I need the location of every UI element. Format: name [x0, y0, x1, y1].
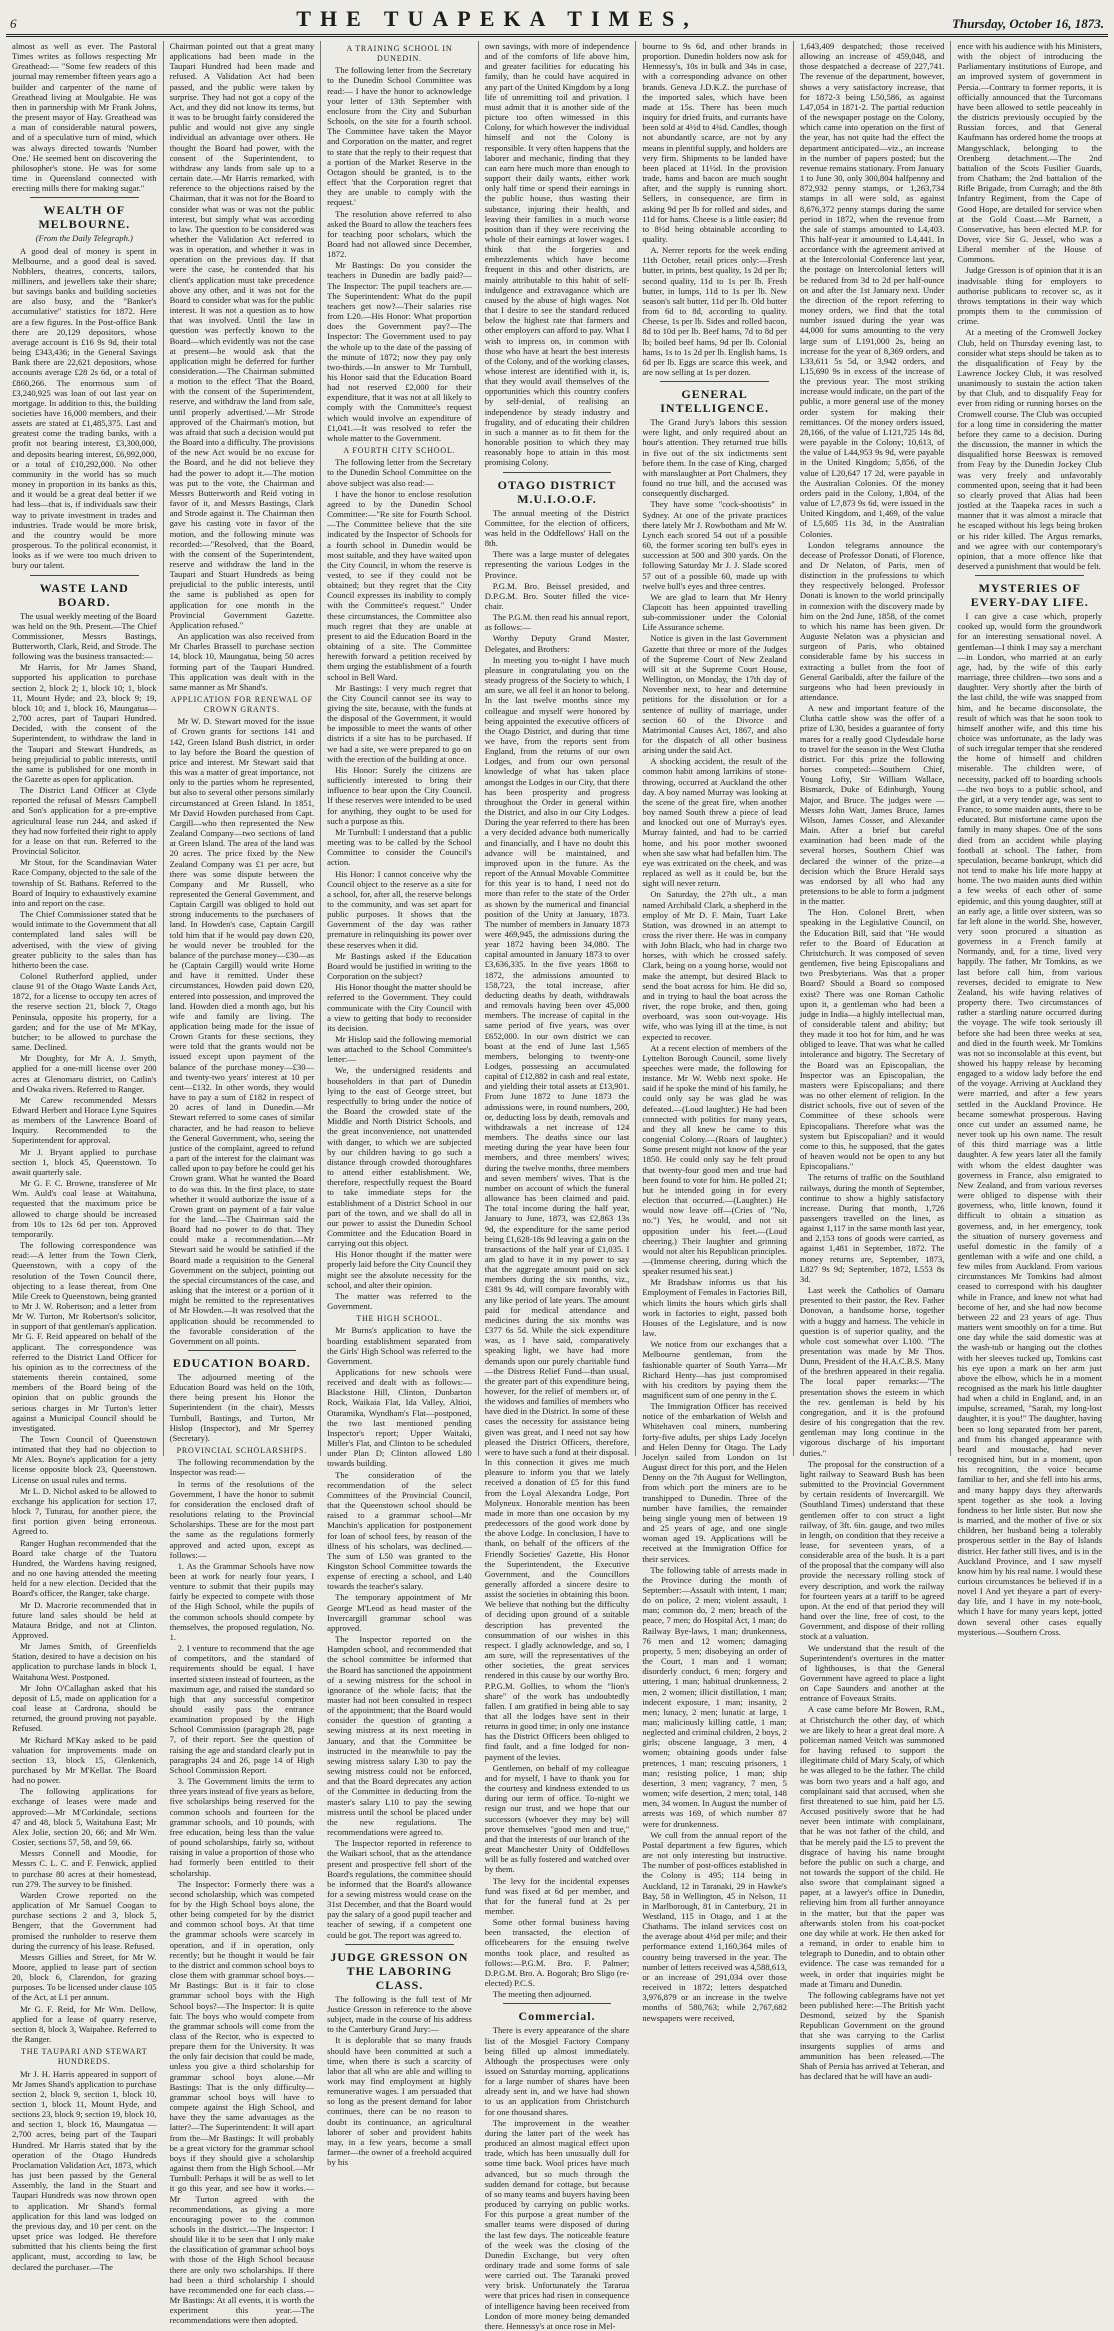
- article-paragraph: ence with his audience with his Ministers, with the object of introducing the Parliamentary institutions of Europe, and an improved system of government in Persia.—Contrary to former reports, it is officially announced that the Turcomans have been allowed to settle peaceably in the districts previously occupied by the Russian forces, and that General Kaufmann has ordered home the troops at Mangyschlack, belonging to the Orenberg detachment.—The 2nd battalion of the Scots Fusilier Guards, from Chatham; the 2nd battalion of the Rifle Brigade, from Curragh; and the 8th Infantry Regiment, from the Cape of Good Hope, are detailed for service when at the Gold Coast.—Mr Barnett, a Conservative, has been elected M.P. for Dover, vice Sir G. Jessel, who was a Liberal member of the House of Commons.: [957, 41, 1103, 265]
- article-paragraph: The following letter from the Secretary to the Dunedin School Committee was read:— I have the honor to acknowledge your letter of 13th September with enclosure from the City and Suburban Schools, on the site for a fourth school. The Committee have taken the Mayor and Corporation on the matter, and regret to state that the reply to their request that a portion of the Market Reserve in the Octagon should be granted, is to the effect 'that the Corporation regret that they are unable to comply with the request.': [327, 65, 472, 208]
- article-paragraph: His Honor thought the matter should be referred to the Government. They could communicate with the City Council with a view to getting that body to reconsider its decision.: [327, 982, 472, 1033]
- article-paragraph: Messrs Gillies and Street, for Mr W. Moore, applied to lease part of section 20, block 6, Clarendon, for grazing purposes. To be licensed under clause 105 of the Act, at L1 per annum.: [12, 1951, 157, 2003]
- article-paragraph: A new and important feature of the Clutha cattle show was the offer of a prize of L30, besides a guarantee of forty mares for a really good Clydesdale horse to travel for the season in the West Clutha district. For this prize the following horses competed:—Southern Chief, Young Lofty, Sir William Wallace, Bismarck, Duke of Edinburgh, Young Major, and Bruce. The judges were —Messrs John Watt, James Bruce, James Wilson, James Cosser, and Alexander Main. After a brief but careful examination had been made of the several horses, Southern Chief was declared the winner of the prize—a decision which the Bruce Herald says was endorsed by all who had any pretensions to be able to form a judgment in the matter.: [799, 703, 945, 907]
- article-paragraph: Mr Hislop said the following memorial was attached to the School Committee's letter:—: [327, 1034, 472, 1065]
- article-paragraph: His Honor thought if the matter were properly laid before the City Council they might see the absolute necessity for the school, and alter their opinion.: [327, 1249, 472, 1290]
- article-paragraph: The District Land Officer at Clyde reported the refusal of Messrs Campbell and Son's application for a pre-emptive agricultural lease run 244, and asked if they had now forfeited their right to apply for a lease on that run. Referred to the Provincial Solicitor.: [12, 785, 157, 857]
- article-paragraph: The matter was referred to the Government.: [327, 1290, 472, 1312]
- column-rule: [503, 472, 612, 473]
- article-heading: GENERAL INTELLIGENCE.: [660, 387, 769, 416]
- article-paragraph: Ranger Hughan recommended that the Board take charge of the Tuatoru Hundred, the Wardens having resigned, and no one having attended the meeting held for a new election. Decided that the Board's officer, the Ranger, take charge.: [12, 1537, 157, 1599]
- column-rule: [30, 575, 139, 576]
- article-paragraph: The Inspector reported in reference to the Waikari school, that as the attendance present and prospective fell short of the Board's regulations, the committee should be informed that the Board's allowance for a sewing mistress would cease on the 31st December, and that the Board would pay the salary of a good pupil teacher and teacher of sewing, if a competent one could be got. The report was agreed to.: [327, 1838, 472, 1940]
- article-paragraph: At a recent election of members of the Lyttelton Borough Council, some lively speeches were made, the following for instance. Mr W. Webb next spoke. He said if he spoke the mind of his family, he could only say he was glad he was defeated.—(Loud laughter.) He had been connected with politics for many years, and they all knew he came to this congenial Colony.—(Roars of laughter.) Some present might not know of the year 1850. He could only say he felt proud that twenty-four good men and true had been found to vote for him. He polled 21; but he intended going in for every election that occurred.—(Laughter.) He would now leave off—(Cries of "No, no.") Yes, he would, and not sit opposition under his feet.—(Loud cheering.) Their laughter and grinning would not alter his Republican principles.—(Immense cheering, during which the speaker resumed his seat.): [642, 1042, 787, 1277]
- article-paragraph: 1,643,409 despatched; those received allowing an increase of 459,048, and those despatched a decrease of 227,741. The revenue of the department, however, shows a very satisfactory increase, that for 1872-3 being L50,586, as against L47,054 in 1871-2. The partial reduction of the newspaper postage on the Colony, which came into operation on the first of the year, has not quite had the effect the department anticipated—viz., an increase in the number of papers posted; but the revenue remains stationary. From January 1 to June 30, only 300,804 halfpenny and 872,932 penny stamps, or 1,263,734 stamps in all were sold, as against 8,676,372 penny stamps during the same period in 1872, when the revenue from the sale of stamps amounted to L4,403. This half-year it amounted to L4,441. In accordance with the agreement arrived at at the Intercolonial Conference last year, the postage on Intercolonial letters will be reduced from 3d to 2d per half-ounce on and after the 1st January next. Under the direction of the report referring to money orders, we find that the total number issued during the year was 44,000 for sums amounting to the very large sum of L191,000 2s, being an increase for the year of 8,369 orders, and L33,611 5s 5d, or 3,942 orders, and L15,690 9s in excess of the increase of the previous year. The most striking increase would indicate, on the part of the public, a more general use of the money order system for making their remittances. Of the money orders issued, 28,166, of the value of L121,725 14s 8d, were payable in the Colony; 10,613, of the value of L44,953 9s 9d, were payable in the United Kingdom; 5,856, of the value of L20,647 17 2d, were payable in the Australian Colonies. Of the money orders paid in the Colony, 1,804, of the value of L7,873 9s 6d, were issued in the United Kingdom, and 1,469, of the value of L5,605 11s 3d, in the Australian Colonies.: [799, 41, 945, 539]
- article-heading: JUDGE GRESSON ON THE LABORING CLASS.: [330, 1949, 469, 1992]
- article-paragraph: The following correspondence was read:—A letter from the Town Clerk, Queenstown, with a copy of the resolution of the Town Council there, objecting to a lease thereat, from One Mile Creek to Queenstown, being granted to Mr J. W. Robertson; and a letter from Mr W. Turton, Mr Robertson's solicitor, in support of that gentleman's application. Mr G. F. Reid appeared on behalf of the applicant. The correspondence was referred to the District Land Officer for his opinion as to the correctness of the statements therein contained, some members of the Board being of the opinion that on public grounds the serious charges in Mr Turton's letter against a Municipal Council should be investigated.: [12, 1240, 157, 1433]
- article-paragraph: We cull from the annual report of the Postal department a few figures, which are not only interesting but instructive. The number of post-offices established in the Colony is 495; 114 being in Auckland, 12 in Taranaki, 29 in Hawke's Bay, 58 in Wellington, 45 in Nelson, 11 in Marlborough, 81 in Canterbury, 21 in Westland, 115 in Otago, and 1 at the Chathams. The inland services cost on the average about 4½d per mile; and their performance extend 1,160,364 miles of country being traversed in the year. The number of letters received was 4,588,613, or an increase of 291,034 over those received in 1872; letters despatched 3,976,879 or an increase in the twelve months of 580,763; while 2,767,682 newspapers were received,: [642, 1829, 787, 2023]
- article-paragraph: Mr G. F. Reid, for Mr Wm. Dellow, applied for a lease of quarry reserve, section 8, block 3, Waipahee. Referred to the Ranger.: [12, 2003, 157, 2045]
- article-paragraph: Mr J. Bryant applied to purchase section 1, block 45, Queenstown. To await quarterly sale.: [12, 1146, 157, 1177]
- section-subheading: A FOURTH CITY SCHOOL.: [343, 446, 456, 456]
- article-paragraph: Mr Doughty, for Mr A. J. Smyth, applied for a one-mill license over 200 acres at Glenomaru district, on Catlin's and Owaka rivers. Referred to Ranger.: [12, 1053, 157, 1094]
- article-paragraph: It is deplorable that so many frauds should have been committed at such a time, when there is such a scarcity of labor that all who are able and willing to work may find employment at highly remunerative wages. I am persuaded that so long as the present demand for labor continues, there can be no reason to doubt its continuance, an agricultural laborer of sober and provident habits may, in a few years, become a small farmer—the owner of a freehold acquired by his: [327, 2035, 472, 2168]
- article-paragraph: The annual meeting of the District Committee, for the election of officers, was held in the Oddfellows' Hall on the 8th.: [484, 507, 630, 549]
- article-paragraph: Mr G. F. C. Browne, transferee of Mr Wm. Auld's coal lease at Waitahuna, requested that the maximum price be allowed to charge should be increased from 10s to 12s 6d per ton. Approved temporarily.: [12, 1178, 157, 1239]
- article-paragraph: Mr W. D. Stewart moved for the issue of Crown grants for sections 141 and 142, Green Island Bush district, in order to lay before the Board the question of price and interest. Mr Stewart said that this was a matter of great importance, not only to the parties whom he represented, but also to several other persons similarly circumstanced at Green Island. In 1851, Mr David Howden purchased from Capt. Cargill—who then represented the New Zealand Company—two sections of land at Green Island. The area of the land was 20 acres. The price fixed by the New Zealand Company was £1 per acre, but there was some dispute between the Company and Mr Russell, who represented the General Government, and Captain Cargill was obliged to hold out strong inducements to the purchasers of land. In Howden's case, Captain Cargill told him that if he would pay down £20, he would never be troubled for the balance of the purchase money—£30—as he (Captain Cargill) would write Home and have it remitted. Under these circumstances, Howden paid down £20, entered into possession, and improved the land. Howden died a month ago, but his wife and family are living. The application being made for the issue of Crown Grants for these sections, they were told that the grants would not be issued except upon payment of the balance of the purchase money—£30—and twenty-two years' interest at 10 per cent—£132. In other words, they would have to pay a sum of £182 in respect of 20 acres of land in Dunedin.—Mr Stewart referred to some cases of similar character, and he had reason to believe the General Government, who, seeing the justice of the complaint, agreed to refund a part of the interest for the claimant was called upon to pay before he could get his Crown grant. What he wanted the Board to do was this. In the first place, to state whether it would authorize the issue of a Crown grant on payment of a fair value for the land.—The Chairman said the Board had no power to do that. They could make a recommendation.—Mr Stewart said he would be satisfied if the Board made a requisition to the General Government on the subject, pointing out the special circumstances of the case, and asking that the interest or a portion of it might be remitted to the representatives of Mr Howden.—It was resolved that the application should be recommended to the favorable consideration of the Government on all points.: [169, 716, 315, 1346]
- article-paragraph: We notice from our exchanges that a Melbourne gentleman, from the fashionable quarter of South Yarra—Mr Richard Henty—has just compromised with his creditors by paying them the magnificent sum of one penny in the £.: [642, 1339, 787, 1400]
- article-paragraph: The Immigration Officer has received notice of the embarkation of Welsh and Whitehaven coal miners, numbering forty-five adults, per ships Lady Jocelyn and Helen Denny for Otago. The Lady Jocelyn sailed from London on 1st August direct for this port, and the Helen Denny on the 7th August for Wellington, from which port the miners are to be transhipped to Dunedin. Three of the number have families, the remainder being single young men of between 19 and 25 years of age, and one single woman aged 19. Applications will be received at the Immigration Office for their services.: [642, 1401, 787, 1564]
- article-paragraph: 3. The Government limits the term to three years instead of five years as before, five scholarships being reserved for the common schools and fourteen for the grammar schools, and 10 pounds, with free education, being less than the value of pound scholarships, fairly so, without raising in value a proportion of those who had formerly been entitled to their scholarship.: [169, 1776, 315, 1878]
- article-paragraph: The following letter from the Secretary to the Dunedin School Committee on the above subject was also read:—: [327, 457, 472, 488]
- column-rule: [975, 575, 1084, 576]
- article-paragraph: We understand that the result of the Superintendent's overtures in the matter of lighthouses, is that the General Government have agreed to place a light on Cape Saunders and another at the entrance of Foveaux Straits.: [799, 1642, 945, 1704]
- article-paragraph: The Inspector reported on the Hampden school, and recommended that the school committee be informed that the Board has sanctioned the appointment of a sewing mistress for the school in ignorance of the whole facts; that the master had not been consulted in respect of the appointment; that the Board would consider the question of granting a sewing mistress at its next meeting in January, and that the Committee be instructed in the meanwhile to pay the sewing mistress salary L30 to pay the sewing mistress could not be enforced, and that the Board deprecates any action of the Committee in deducting from the master's salary L10 to pay the sewing mistress until the school be placed under the new regulations. The recommendations were agreed to.: [327, 1634, 472, 1838]
- article-paragraph: His Honor: Surely the citizens are sufficiently interested to bring their influence to bear upon the City Council. If these reserves were intended to be used for anything, they ought to be used for such a purpose as this.: [327, 764, 472, 826]
- article-paragraph: The Grand Jury's labors this session were light, and only required about an hour's attention. They returned true bills in five out of the six indictments sent before them. In the case of King, charged with manslaughter at Port Chalmers, they found no true bill, and the accused was consequently discharged.: [642, 417, 787, 499]
- article-paragraph: In terms of the resolutions of the Government, I have the honor to submit for consideration the enclosed draft of resolutions relating to the Provincial Scholarships. These are for the most part the same as the regulations formerly approved and acted upon, except as follows:—: [169, 1478, 315, 1560]
- article-paragraph: Mr Burns's application to have the boarding establishment separated from the Girls' High School was referred to the Government.: [327, 1325, 472, 1366]
- article-paragraph: They have some "cock-shootists" in Sydney. At one of the private practices there lately Mr J. Rowbotham and Mr W. Lynch each scored 54 out of a possible 60, the former scoring ten bull's eyes in succession at 500 and 300 yards. On the following Saturday Mr J. J. Slade scored 57 out of a possible 60, made up with twelve bull's eyes and three centres.: [642, 499, 787, 591]
- article-paragraph: A. Nerrer reports for the week ending 11th October, retail prices only:—Fresh butter, in prints, best quality, 1s 2d per lb; second quality, 11d to 1s per lb. Fresh butter, in lumps, 11d to 1s per lb. New season's salt butter, 11d per lb. Old butter from 6d to 8d, according to quality. Cheese, 1s per lb. Sides and rolled bacon, 8d to 10d per lb. Beef hams, 7d to 8d per lb; boiled beef hams, 9d per lb. Colonial hams, 1s to 1s 2d per lb. English hams, 1s 6d per lb. Eggs are scarce this week, and are now selling at 1s per dozen.: [642, 245, 787, 377]
- article-paragraph: 1. As the Grammar Schools have now been at work for nearly four years, I venture to submit that their pupils may fairly be expected to compete with those of the High School, while the pupils of the common schools should compete by themselves, the proposed regulation, No. 1.: [169, 1560, 315, 1642]
- article-paragraph: 2. I venture to recommend that the age of competitors, and the standard of requirements should be equal. I have inserted sixteen instead of fourteen, as the maximum age, and raised the standard so high that any successful competitor should easily pass the entrance examination proposed by the High School Commission (paragraph 28, page 7, of their report. See the question of raising the age and standard clearly put in paragraphs 24 and 26, page 14 of High School Commission Report.: [169, 1643, 315, 1775]
- article-paragraph: The adjourned meeting of the Education Board was held on the 10th, there being present his Honor the Superintendent (in the chair), Messrs Turnbull, Bastings, and Turton, Mr Hislop (Inspector), and Mr Sperrey (Secretary).: [169, 1372, 315, 1443]
- column-5: [636, 41, 794, 2023]
- article-paragraph: P.G.M. Bro. Beissel presided, and D.P.G.M. Bro. Souter filled the vice-chair.: [484, 580, 630, 611]
- article-paragraph: The Hon. Colonel Brett, when speaking in the Legislative Council, on the Education Bill, said that "He would refer to the Board of Education at Christchurch. It was composed of seven gentlemen, five being Episcopalians and two Presbyterians. Was that a proper Board? Should a Board so composed exist? There was one Roman Catholic upon it, a gentleman who had been a judge in India—a highly intellectual man, of considerable talent and ability; but they made it too hot for him, and he was obliged to leave. That was what he called intolerance and bigotry. The Secretary of the Board was an Episcopalian, the Inspector was an Episcopalian, the masters were Episcopalians; and there was no other element of religion. In the district schools, five out of seven of the Committee of these schools were Episcopalians. Therefore what was the system but Episcopalian? and it would come to this, he supposed, that the gates of heaven would not be open to any but Episcopalians.": [799, 907, 945, 1172]
- article-heading: WASTE LAND BOARD.: [39, 580, 129, 609]
- section-subheading: THE TAUPARI AND STEWART HUNDREDS.: [21, 2047, 148, 2067]
- article-paragraph: The temporary appointment of Mr George M'Leod as head master of the Invercargill grammar school was approved.: [327, 1592, 472, 1633]
- article-paragraph: The following is the full text of Mr Justice Gresson in reference to the above subject, made in the course of his address to the Canterbury Grand Jury:—: [327, 1993, 472, 2035]
- section-subheading: PROVINCIAL SCHOLARSHIPS.: [176, 1446, 308, 1456]
- article-paragraph: We, the undersigned residents and householders in that part of Dunedin lying to the east of George street, but respectfully to bring under the notice of the Board the crowded state of the Middle and North District Schools, and the great inconvenience, not unattended with danger, to which we are subjected by our children having to go such a distance through crowded thoroughfares to attend either establishment. We, therefore, respectfully request the Board to take immediate steps for the establishment of a District School in our part of the town, and we shall do all in our power to assist the Dunedin School Committee and the Education Board in carrying out this object.: [327, 1065, 472, 1249]
- column-2: [164, 41, 322, 2326]
- article-paragraph: The following recommendation by the Inspector was read:—: [169, 1457, 315, 1478]
- article-paragraph: I can give a case which, properly cooked up, would form the groundwork for an interesting sensational novel. A gentleman—I think I may say a merchant—in London, who married at an early age, had, by the wife of this early marriage, three children—two sons and a daughter. Very shortly after the birth of the last child, the wife was snapped from him, and he became disconsolate, the result of which was that he soon took to himself another wife, and this time his choice was unfortunate, as the lady was of such irregular temper that she rendered the home of himself and children miserable. The children were, of necessity, packed off to boarding schools—the two boys to a public school, and the girl, at a very tender age, was sent to France, to some maiden aunts, there to be educated. But misfortune came upon the family in many shapes. One of the sons died from an accident while playing football at school. The father, from speculation, became bankrupt, which did not tend to make his life more happy at home. The two maiden aunts died within a few weeks of each other of some epidemic, and this young daughter, still at an early age, a little over sixteen, was so far left alone in the world. She, however, very soon procured a situation as governess in a French family at Normandy, and, for a time, lived very happily. The father, Mr Tomkins, as we last before call him, from various reverses, decided to emigrate to New Zealand, his wife having relatives of property there. Two circumstances of rather a startling nature occurred during the voyage. The wife took seriously ill before she had been three weeks at sea, and died in the fourth week. Mr Tomkins was not so inconsolable at this event, but showed his happy release by becoming engaged to a widow lady before the end of the voyage. Arriving at Auckland they were married, and after a few years settled in the Auckland Province. He became somewhat prosperous. Having once cut under an assumed name, he never took up his own name. The result of this third marriage was a little daughter. A few years later all the family with whom the eldest daughter was governess in France, also emigrated to New Zealand, and from various reverses were obliged to dispense with their governess, who, little known, found it difficult to obtain a situation as governess, and, in her emergency, took the situation of nursery governess and useful domestic in the family of a gentleman with a wife and one child, a few miles from Auckland. From various circumstances Mr Tomkins had almost ceased to correspond with his daughter while in France, and knew not what had become of her, and she had now become between 22 and 23 years of age. Thus matters went smoothly on for a time. But one day while the said domestic was at the wash-tub or hanging out the clothes with her sleeves tucked up, Tomkins cast his eye upon a mark on her arm just above the elbow, which he in a moment recognised as the mark his little daughter had when a child in England, and, in an impulse, screamed, "Sarah, my long-lost daughter, it is you!" The daughter, having been so long separated from her parent, and from his changed appearance with beard and moustache, had never recognised him, but in a moment, upon his recognition, the voice became familiar to her, and she fell into his arms, and many happy days they afterwards spent together as she took a loving fondness to her little sister. But now she is married, and the mother of five or six children, her husband being a tolerably prosperous settler in the Bay of Islands district. Her father still lives, and is in the Auckland Province, and I saw myself know him by his real name. I would these curious circumstances be believed if in a novel I And yet theyare a part of every-day life, and I have in my note-book, which I have for many years kept, jotted down several other cases equally mysterious.—Southern Cross.: [957, 611, 1103, 1637]
- article-paragraph: Notice is given in the last Government Gazette that three or more of the Judges of the Supreme Court of New Zealand will sit at the Supreme Court House, Wellington, on Monday, the 17th day of November next, to hear and determine petitions for the dissolution or for a sentence of nullity of marriage, under section 60 of the Divorce and Matrimonial Causes Act, 1867, and also for the dispatch of all other business arising under the said Act.: [642, 633, 787, 756]
- article-paragraph: At a meeting of the Cromwell Jockey Club, held on Thursday evening last, to consider what steps should be taken as to the disqualification of Feay by the Lawrence Jockey Club, it was resolved unanimously to sustain the action taken by that Club, and to disqualify Feay for ever from riding or running horses on the Cromwell course. The Club was occupied for a long time in considering the matter before they came to a decision. During the discussion, the manner in which the disqualified horse Beeswax is removed from Feay by the Dunedin Jockey Club was very freely and unfavorably commented upon, seeing that it had been so clearly proved that Alias had been jostled at the Taapeka races in such a manner that it was almost a miracle that he escaped without his legs being broken or his rider killed. The Argus remarks, and we agree with our contemporary's opinion, that a more offence like that deserved a punishment that would be felt.: [957, 327, 1103, 571]
- column-7: [951, 41, 1108, 1637]
- article-heading: MYSTERIES OF EVERY-DAY LIFE.: [970, 581, 1089, 610]
- article-paragraph: Worthy Deputy Grand Master, Delegates, and Brothers:: [484, 633, 630, 654]
- article-paragraph: I have the honor to enclose resolution agreed to by the Dunedin School Committee:—"Re site for Fourth School.—The Committee believe that the site indicated by the Inspector of Schools for a fourth school in Dunedin would be most suitable, and they have waited upon the City Council, in whom the reserve is vested, to see if they could not be obtained; but they regret that the City Council expresses its inability to comply with the Committee's request." Under these circumstances, the Committee also much regret that they are unable at present to aid the Education Board in the obtaining of a site. The Committee herewith forward a petition received by them urging the establishment of a fourth school in Bell Ward.: [327, 488, 472, 682]
- article-paragraph: The following table of arrests made in the Province during the month of September:—Assault with intent, 1 man; do on police, 2 men; violent assault, 1 man; common do, 2 men; breach of the peace, 7 men; do Hospital Act, 1 man; do Railway Bye-laws, 1 man; drunkenness, 76 men and 12 women; damaging property, 5 men; disobeying an order of the Court, 1 man and 1 woman; disorderly conduct, 6 men; forgery and uttering, 1 man; habitual drunkenness, 2 men, 2 women; illicit distillation, 1 man; indecent exposure, 1 man; insanity, 2 men; lunacy, 2 men; lunatic at large, 1 man; maliciously killing cattle, 1 man; neglected and criminal children, 2 boys, 2 girls; obscene language, 3 men, 4 women; obtaining goods under false pretences, 1 man; rescuing prisoners, 1 man; resisting police, 1 man; ship desertion, 3 men; vagrancy, 7 men, 5 women; wife desertion, 2 men; total, 148 men, 34 women. In August the number of arrests was 169, of which number 87 were for drunkenness.: [642, 1564, 787, 1829]
- article-paragraph: The levy for the incidental expenses fund was fixed at 6d per member, and that for the funeral fund at 2s per member.: [484, 1875, 630, 1916]
- article-paragraph: The Chief Commissioner stated that he would intimate to the Government that all contemplated land sales will be advertised, with the view of giving greater publicity to the sales than has hitherto been the case.: [12, 909, 157, 970]
- article-paragraph: own savings, with more of independence and of the comforts of life above him, and greater facilities for educating his family, than he could have acquired in any part of the United Kingdom by a long life of unremitting toil and privation. I must admit that it is another side of the picture too often witnessed in this Colony, for which however the individual himself and not the Colony is responsible. It very often happens that the laborer and mechanic, finding that they can earn here much more than enough to support their daily wants, either work only half time or spend their earnings in the public house, thus wasting their substance, injuring their health, and leaving their families in a much worse position than if they were receiving the whole of their earnings at lower wages. I think that the forgeries and embezzlements which have become frequent in this and other districts, are mainly attributable to this habit of self-indulgence and extravagance which are caused by the abuse of high wages. Not that I desire to see the standard reduced below the highest rate that farmers and other employers can afford to pay. What I wish to impress on, in common with those who have at heart the best interests of the Colony, and of the working classes, whose interest are identified with it, is, that they would avail themselves of the opportunities which this country confers by self-denial, of realising an independence by steady industry and frugality, and of educating their children in such a manner as to fit them for the honorable position to which they may reasonably hope to attain in this most promising Colony.: [484, 41, 630, 468]
- column-rule: [345, 1944, 454, 1945]
- column-rule: [660, 381, 769, 382]
- page-number: 6: [10, 16, 17, 31]
- article-paragraph: A case came before Mr Bowen, R.M., at Christchurch the other day, of which we are likely to hear a great deal more. A policeman named Veitch was summoned for having refused to support the illegitimate child of Mary Scaly, of which he was alleged to be the father. The child was born two years and a half ago, and complainant said that accused, when she first threatened to sue him, paid her L5. Accused positively swore that he had never been intimate with complainant, that he was not father of the child, and that he merely paid the L5 to prevent the disgrace of having his name brought before the public on such a charge, and not towards the support of the child. He also swore that complainant signed a paper, at a lawyer's office in Dunedin, relieving him from all further annoyance in the matter, but that the paper was afterwards stolen from his coat-pocket one day while at work. He then asked for a remand, in order to enable him to telegraph to Dunedin, and to obtain other evidence. The case was remanded for a week, in order that inquiries might be made at Timaru and Dunedin.: [799, 1704, 945, 1989]
- article-paragraph: Last week the Catholics of Oamaru presented to their pastor, the Rev. Father Donovan, a handsome horse, together with a buggy and harness. The vehicle in question is of superior quality, and the whole cost somewhat over L100. "The presentation was made by Mr Thos. Dunn, President of the H.A.C.B.S. Many of the brethren appeared in their regalia. The local paper remarks:—"The presentation shows the esteem in which the rev. gentleman is held by his congregation, and it is the profound desire of his congregation that the rev. gentleman may long continue in the vigorous discharge of his important duties.": [799, 1285, 945, 1458]
- article-source: (From the Daily Telegraph.): [35, 233, 133, 244]
- article-paragraph: The consideration of the recommendation of the select Committees of the Provincial Council, that the Queenstown school should be raised to a grammar school—Mr Manchin's application for postponement for loan of school fees, by reason of the illness of his scholars, was declined.—The sum of L50 was granted to the Kingston School Committee towards the expense of erecting a school, and L40 towards the teacher's salary.: [327, 1469, 472, 1592]
- column-rule: [503, 2003, 612, 2004]
- article-paragraph: Some other formal business having been transacted, the election of officebearers for the ensuing twelve months took place, and resulted as follows:—P.G.M. Bro. F. Palmer; D.P.G.M. Bro. A. Bogorah; Bro Sligo (re-elected) P.C.S.: [484, 1917, 630, 1989]
- masthead: [6, 6, 1108, 37]
- article-paragraph: A good deal of money is spent in Melbourne, and a good deal is saved. Nobblers, theatres, concerts, tailors, milliners, and jewellers take their share; but savings banks and building societies are also busy, and the "Banker's accumulative" statistics for 1872. Here are a few figures. In the Post-office Bank there are 20,129 depositors, whose average account is £16 9s 9d, their total being £343,436; in the General Savings Bank there are 22,621 depositors, whose accounts average £28 2s 6d, or a total of £860,266. The enormous sum of £3,240,925 was loan of out last year on mortgage. In addition to this, the building societies have 16,000 members, and their assets are stated at £1,485,375. Last and greatest come the trading banks, with a profit not bearing interest, £3,300,000, and deposits bearing interest, £6,992,000, or a total of £10,292,000. No other community in the world has so much money in proportion in its banks as this, and it would be a great deal better if we had less—that is, if individuals saw their way to private investment in trades and industries. Trade would be more brisk, and the country would be more prosperous. To the political economist, it looks as if we were too much driven to bury our talent.: [12, 245, 157, 571]
- article-paragraph: Mr Bastings asked if the Education Board would be justified in writing to the Corporation on the subject?: [327, 950, 472, 982]
- article-paragraph: Chairman pointed out that a great many applications had been made in the Taupari Hundred had been made and refused. A Validation Act had been passed, and the public were taken by surprise. They had not got a copy of the Act, and they did not know its terms, but it was to be brought fairly considered the public and would not give any single individual an advantage over others. He thought the Board had power, with the consent of the Superintendent, to withdraw any lands from sale up to a certain date.—Mr Harris remarked, with reference to the objections raised by the Chairman, that it was not for the Board to consider what was or was not the public interest, but simply what was according to law. The question to be considered was whether the Validation Act referred to was in operation, and whether it was in operation on the previous day. If that were the case, he contended that his client's application must take precedence above any other, and it was not for the Board to consider what was for the public interest. It was not a question as to how that was involved. Until the law in question was perfectly known to the Board—which evidently was not the case at present—he would ask that the application might be deferred for further consideration.—The Chairman submitted a motion to the effect 'That the Board, with the consent of the Superintendent, reserve, and withdraw the land from sale, until properly advertised.'—Mr Strode approved of the Chairman's motion, but was afraid that such a decision would put the Board into a difficulty. The provisions of the new Act would be no excuse for the Board, and he did not believe they had the power to adopt it.—The motion was put to the vote, the Chairman and Messrs Butterworth and Reid voting in favor of it, and Messrs Bastings, Clark and Strode against it. The Chairman then gave his casting vote in favor of the motion, and the following minute was recorded:—"Resolved, that the Board, with the consent of the Superintendent, reserve and withdraw the land in the Taupari and Stuart Hundreds as being prejudicial to the public interests, until the same is published as open for application for one month in the Provincial Government Gazette. Application refused.": [169, 41, 315, 630]
- article-paragraph: There is every appearance of the share list of the Mosgiel Factory Company being filled up almost immediately. Although the prospectuses were only issued on Saturday morning, applications for a large number of shares have been already sent in, and we have had shown to us an application from Christchurch for one thousand shares.: [484, 2025, 630, 2117]
- article-paragraph: Mr J. H. Harris appeared in support of Mr James Shand's application to purchase section 2, block 9, section 1, block 10, section 1, block 11, Mount Hyde, and sections 23, block 9; section 19, block 10, and section 1, block 16, Maungatua — 2,700 acres, being part of the Taupari Hundred. Mr Harris stated that by the operation of the Otago Hundreds Proclamation Validation Act, 1873, which has just been passed by the General Assembly, the land in the Stuart and Taupari Hundreds was now thrown open to application. Mr Shand's formal application for this land was lodged on the previous day, and 10 per cent. on the upset price was lodged. He therefore submitted that his clients being the first applicant, must, according to law, be declared the purchaser.—The: [12, 2068, 157, 2272]
- article-paragraph: The P.G.M. then read his annual report, as follows:—: [484, 612, 630, 633]
- article-paragraph: Mr John O'Callaghan asked that his deposit of L5, made on application for a coal lease at Cardrona, should be returned, the ground proving not payable. Refused.: [12, 1682, 157, 1734]
- article-heading: Commercial.: [518, 2009, 596, 2024]
- article-paragraph: Colonel Rutherford applied, under clause 91 of the Otago Waste Lands Act, 1872, for a license to occupy ten acres of the reserve section 21, block 7, Otago Peninsula, opposite his property, for a garden; and for the use of Mr M'Kay, butcher; to be allowed to purchase the same. Declined.: [12, 970, 157, 1053]
- newspaper-title: THE TUAPEKA TIMES,: [296, 6, 698, 31]
- article-heading: EDUCATION BOARD.: [172, 1356, 311, 1370]
- article-paragraph: Mr Carew recommended Messrs Edward Herbert and Horace Lyne Squires as members of the Lawrence Board of Inquiry. Recommended to the Superintendent for approval.: [12, 1094, 157, 1146]
- article-paragraph: On Saturday, the 27th ult., a man named Archibald Clark, a shepherd in the employ of Mr D. F. Main, Tuart Lake Station, was drowned in an attempt to cross the river there. He was in company with John Black, who had in charge two horses, with which he crossed safely. Clark, being on a young horse, would not make the attempt, but desired Black to send the boat across for him. He did so, and in trying to haul the boat across the river, the rope broke, and then, going overboard, was soon out-voyage. His wife, who was lying ill at the time, is not expected to recover.: [642, 889, 787, 1042]
- article-paragraph: London telegrams announce the decease of Professor Donati, of Florence, and Dr Nelaton, of Paris, men of distinction in the professions to which they respectively belonged. Professor Donati is known to the world principally in connexion with the discovery made by him on the 2nd June, 1858, of the comet to which his name has been given. Dr Auguste Nelaton was a physician and surgeon of Paris, who obtained considerable fame by his success in extracting a bullet from the foot of General Garibaldi, after the failure of the surgeons who had been previously in attendance.: [799, 539, 945, 702]
- section-subheading: A TRAINING SCHOOL IN DUNEDIN.: [346, 44, 453, 64]
- section-subheading: APPLICATION FOR RENEWAL OF CROWN GRANTS.: [170, 695, 313, 715]
- column-rule: [188, 1350, 297, 1351]
- article-paragraph: Mr Richard M'Kay asked to be paid valuation for improvements made on section 13, block 15, Glenkenich, purchased by Mr M'Kellar. The Board had no power.: [12, 1734, 157, 1786]
- article-paragraph: Mr Harris, for Mr James Shand, supported his application to purchase section 2, block 2; 1, block 10; 1, block 11, Mount Hyde; and 23, block 9; 19, block 10; and 1, block 16, Maungatua—2,700 acres, part of Taupari Hundred. Decided, with the consent of the Superintendent, to withdraw the land in the Taupari and Stewart Hundreds, as being prejudicial to public interests, until the same is published for one month in the Gazette as open for application.: [12, 662, 157, 784]
- article-paragraph: We are glad to learn that Mr Henry Clapcott has been appointed travelling sub-commissioner under the Colonial Life Assurance scheme.: [642, 591, 787, 633]
- article-paragraph: The Inspector: Formerly there was a second scholarship, which was competed for by the High School boys alone, the other being competed for by the district and common school boys. At that time the grammar schools were scarcely in operation, and if in operation, only recently; but he thought it would be fair to the district and common school boys to close them with grammar school boys.—Mr Bastings: But is it fair to close grammar school boys with the High School boys?—The Inspector: It is quite fair. The boys who would compete from the grammar schools will come from the class of the Rector, who is expected to prepare them for the University. It was the only fair decision that could be made, unless you give a third scholarship for grammar school boys alone.—Mr Bastings: That is the only difficulty—grammar school boys will have to compete against the High School, and have they the same advantages as the latter?—The Superintendent: It will apart from the—Mr Bastings: It will probably be a great victory for the grammar school boys if they should give a scholarship against them from the High School.—Mr Turnbull: Perhaps it will be as well to let it go this year, and see how it works.—Mr Turton agreed with the recommendations, as giving a more encouraging power to the common schools in the district.—The Inspector: I should like it to be seen that I only make the classification of grammar school boys with those of the High School because there are only two scholarships. If there had been a third scholarship I should have recommended one for each class.—Mr Bastings: At all events, it is worth the experiment this year.—The recommendations were then adopted.: [169, 1878, 315, 2326]
- section-subheading: THE HIGH SCHOOL.: [356, 1314, 443, 1324]
- article-paragraph: Warden Crowe reported on the application of Mr Samuel Coogan to purchase sections 2 and 3, block 5, Bengerr, that the Government had promised the runholder to reserve them during the currency of his lease. Refused.: [12, 1889, 157, 1951]
- article-paragraph: Mr Turnbull: I understand that a public meeting was to be called by the School Committee to consider the Council's action.: [327, 826, 472, 868]
- article-paragraph: Messrs Connell and Moodie, for Messrs C. L. C. and F. Fenwick, applied to purchase 80 acres at their homestead, run 279. The survey to be finished.: [12, 1848, 157, 1889]
- column-6: [794, 41, 952, 2082]
- article-paragraph: The proposal for the construction of a light railway to Seaward Bush has been submitted to the Provincial Government by certain residents of Invercargill. We (Southland Times) understand that these gentlemen offer to con struct a light railway, of 3ft. 6in. gauge, and two miles in length, on condition that they receive a lease, for seventeen years, of a considerable area of the bush. It is a part of the proposal that the company will also provide the necessary rolling stock of every description, and work the railway for fourteen years at a tariff to be agreed upon. At the end of that period they will hand over the line, free of cost, to the Government, and dispose of their rolling stock at a valuation.: [799, 1458, 945, 1642]
- article-paragraph: The returns of traffic on the Southland railways, during the month of September, continue to show a highly satisfactory increase. During that month, 1,726 passengers travelled on the lines, as against 1,117 in the same month last year, and 2,153 tons of goods were carried, as against 1,481 in September, 1872. The money returns are, September, 1873, L827 9s 9d; September, 1872, L553 8s 3d.: [799, 1172, 945, 1284]
- article-paragraph: There was a large muster of delegates representing the various Lodges in the Province.: [484, 549, 630, 580]
- article-paragraph: Mr D. Macrorie recommended that in future land sales should be held at Mataura Bridge, and not at Clinton. Approved.: [12, 1599, 157, 1640]
- article-paragraph: The Town Council of Queenstown intimated that they had no objection to Mr Alex. Boyne's application for a jetty license opposite block 23, Queenstown. License on usual rules and terms.: [12, 1434, 157, 1485]
- article-paragraph: Mr Bradshaw informs us that his Employment of Females in Factories Bill, which limits the hours which girls shall work in factories to eight, passed both Houses of the Legislature, and is now law.: [642, 1277, 787, 1339]
- article-paragraph: Gentlemen, on behalf of my colleague and for myself, I have to thank you for the courtesy and kindness extended to us during our term of office. To-night we resign our trust, and we hope that our successors (whoever they may be) will prove themselves "good men and true," and that the interests of our branch of the great Manchester Unity of Oddfellows will be as fully fostered and watched over by them.: [484, 1762, 630, 1875]
- article-paragraph: The improvement in the weather during the latter part of the week has produced an almost magical effect upon trade, which has been unusually dull for some time back. Wool prices have much advanced, but so much through the sudden demand for cottage, but because of so many teams and buyers having been produced by carrying on public works. For this purpose a great number of the smaller teams were disposed of during the last few days. The noticeable feature of the week was the closing of the Dunedin Exchange, but very often ordinary trade and some forms of sale were carried out. The Taranaki proved very brisk. Unfortunately the Tararua were that prices had risen in consequence of intelligence having been received from London of more money being demanded there. Hennessy's at once rose in Mel-: [484, 2117, 630, 2331]
- article-heading: OTAGO DISTRICT M.U.I.O.O.F.: [497, 477, 617, 506]
- article-paragraph: Mr L. D. Nichol asked to be allowed to exchange his application for section 17, block 7, Tuturau, for another piece, the first portion given being erroneous. Agreed to.: [12, 1485, 157, 1537]
- article-paragraph: bourne to 9s 6d, and other brands in proportion. Dunedin holders now ask for Hennessy's, 10s in bulk and 34s in case, with a corresponding advance on other brands. Geneva J.D.K.Z. the purchase of the imported sales, which have been made at 15s. There has been much inquiry for dried fruits, and currants have been sold at 4½d to 4¾d. Candles, though not abundantly scarce, are not by any means in plentiful supply, and holders are very firm. Shipments to be landed have been placed at 11½d. In the provision trade, hams and bacon are much sought after, and the supply is running short. Sellers, in consequence, are firm in asking 9d per lb for rolled and sides, and 11d for hams. Cheese is a little easier; 8d to 8½d being obtainable according to quality.: [642, 41, 787, 244]
- article-paragraph: The usual weekly meeting of the Board was held on the 9th. Present.—The Chief Commissioner, Messrs Bastings, Butterworth, Clark, Reid, and Strode. The following was the business transacted:—: [12, 610, 157, 662]
- article-paragraph: Mr Bastings: Do you consider the teachers in Dunedin are badly paid?—The Inspector: The pupil teachers are.—The Superintendent: What do the pupil teachers get now?—Their salaries rise from L20.—His Honor: What proportion does the Government pay?—The Inspector: The Government used to pay the whole up to the date of the passing of the minute of 1872; now they pay only two-thirds.—In answer to Mr Turnbull, his Honor said that the Education Board had not reserved £2,000 for their expenditure, that it was not at all likely to comply with the Committee's request which would involve an expenditure of £1,041.—It was resolved to refer the whole matter to the Government.: [327, 260, 472, 443]
- article-paragraph: An application was also received from Mr Charles Brassell to purchase section 14, block 10, Maungatua, being 50 acres forming part of the Taupari Hundred. This application was dealt with in the same manner as Mr Shand's.: [169, 631, 315, 692]
- article-paragraph: His Honor: I cannot conceive why the Council object to the reserve as a site for a school, for, after all, the reserve belongs to the community, and was set apart for public purposes. It shows that the Government of the day was rather premature in relinquishing its power over these reserves when it did.: [327, 868, 472, 950]
- article-paragraph: A shocking accident, the result of the common habit among larrikins of stone-throwing, occurred at Auckland the other day. A boy named Murray was looking at the scene of the great fire, when another boy named South threw a piece of lead and knocked out one of Murray's eyes. Murray fainted, and had to be carried home, and his poor mother swooned when she saw what had befallen him. The eye was extricated on the cheek, and was replaced as well as it could be, but the sight will never return.: [642, 756, 787, 889]
- article-paragraph: In meeting you to-night I have much pleasure in congratulating you on the steady progress of the Society to which, I am sure, we all feel it an honor to belong. In the last twelve months since my colleague and myself were honored by being appointed the executive officers of the Otago District, and during that time we have, from the reports sent from England, from the returns of our own Lodges, and from our own personal knowledge of what has taken place amongst the Lodges in our City, that there has been prosperity and progress throughout the Order in general within the District, and also in our City Lodges. During the year referred to there has been a very decided advance both numerically and financially, and I have no doubt this advance will be maintained, and improved upon in the future. As the report of the Annual Movable Committee for this year is to hand, I need not do more than refer to the state of the Order as shown by the numerical and financial position of the Unity at January, 1873. The number of members in January 1873 were 469,945, the admissions during the year 1872 having been 34,080. The capital amounted in January 1873 to over £3,636,335. In the five years 1868 to 1872, the admissions amounted to 158,723, the total increase, after deducting deaths by death, withdrawals and removals having been over 45,000 members. The increase of capital in the same period of five years, was over £652,000. In our own district we can boast at the end of June last 1,565 members, belonging to twenty-one Lodges, possessing an accumulated capital of £12,882 in cash and real estate, and yielding their total assets at £13,901. From June 1872 to June 1873 the admissions were, in round numbers, 200, or, deducting loss by death, removals and withdrawals a net increase of 124 members. The deaths since our last meeting during the year have been four members, and three members' wives; during the twelve months, three members and seven members' wives. That is the number on account of which the funeral allowance has been claimed and paid. The total income during the half year, January to June, 1873, was £2,863 13s 9d, the expenditure for the same period being £1,628-18s 9d leaving a gain on the transactions of the half year of £1,035. I am glad to have it in my power to say that the aggregate amount paid on sick members during the six months, viz., £381 9s 4d, will compare favorably with any like period of late years. The amount paid for medical attendance and medicines during the six months was £377 6s 5d. While the sick expenditure was, as I have said, comparatively speaking light, we have had more demands upon our purely charitable fund—the Distress Relief Fund—than usual, the greater part of this expenditure being, however, for the relief of members or, of the widows and families of members who have died in the District. In some of these cases the necessity for assistance being given was great, and I need not say how pleased the District Officers, therefore, were to have such a fund at their disposal. In this connection it gives me much pleasure to inform you that we lately received a donation of £5 for this fund from the Loyal Alexandra Lodge, Port Molyneux. Honorable mention has been made in more than one occasion by my predecessors of the good work done by the above Lodge. In conclusion, I have to thank, on behalf of the officers of the Friendly Societies' Gazette, His Honor the Superintendent, the Executive Government, and the Councillors generally afforded a sincere desire to assist the societies in obtaining this boon. We believe that nothing but the difficulty of deciding upon ground of a suitable description has prevented the consummation of our wishes in this respect. I gladly acknowledge, and so, I am sure, will the representatives of the other societies, the great services rendered in this cause by our worthy Bro. P.P.G.M. Gollies, to whom the "lion's share" of the work has undoubtedly fallen. I am gratified in being able to say that all the lodges have sent in their returns in good time; in only one instance has the District Officers been obliged to find fault, and a fine lodged for non-payment of the levies.: [484, 654, 630, 1762]
- article-paragraph: Mr Stout, for the Scandinavian Water Race Company, objected to the sale of the township of St. Bathans. Referred to the Board of Inquiry to exhaustively examine into and report on the case.: [12, 857, 157, 908]
- article-paragraph: Applications for new schools were received and dealt with as follows:—Blackstone Hill, Clinton, Dunbarton Rock, Waikaia Flat, Ida Valley, Altioi, Otaramika, Wyndham's Flat—postponed, the two last mentioned pending Inspector's report; Upper Waitaki, Miller's Flat, and Clinton to be scheduled under Plan D; Clinton allowed L80 towards building.: [327, 1367, 472, 1469]
- issue-date: Thursday, October 16, 1873.: [952, 16, 1104, 31]
- article-paragraph: Judge Gresson is of opinion that it is an inadvisable thing for employers to authorise publicans to recover sc, as it throws temptations in their way which prompts them to the commission of crime.: [957, 265, 1103, 327]
- article-paragraph: Mr Bastings: I very much regret that the City Council cannot see its way to giving the site, because, with the funds at the disposal of the Government, it would be impossible to meet the wants of other districts if a site has to be purchased. If we had a site, we were prepared to go on with the erection of the building at once.: [327, 682, 472, 764]
- article-paragraph: The resolution above referred to also asked the Board to allow the teachers fees for teaching poor scholars, which the Board had not allowed since December, 1872.: [327, 208, 472, 260]
- article-paragraph: The meeting then adjourned.: [492, 1989, 592, 2000]
- article-heading: WEALTH OF MELBOURNE.: [38, 203, 131, 232]
- column-4: [479, 41, 637, 2331]
- article-paragraph: almost as well as ever. The Pastoral Times writes as follows respecting Mr Greathead:— "Some few readers of this journal may remember fifteen years ago a builder and carpenter of the name of Greathead living at Moulgabie. He was then in partnership with Mr Frank Johns, the present mayor of Hay. Greathead was a man of considerable natural powers, and of a speculative turn of mind, which was always directed towards 'Number One.' He seemed bent on discovering the philosopher's stone. He was for some time in Queensland connected with erecting mills there for making sugar.": [12, 41, 157, 194]
- article-paragraph: The following cablegrams have not yet been published here:—The British yacht Desmond, seized by the Spanish Republican Government on the ground that she was carrying to the Carlist insurgents supplies of arms and ammunition has been released.—The Shah of Persia has arrived at Teheran, and has declared that he will have an audi-: [799, 1989, 945, 2082]
- column-1: [6, 41, 164, 2272]
- article-paragraph: Mr James Smith, of Greenfields Station, desired to have a decision on his application to purchase lands in block 1, Waitahuna West. Postponed.: [12, 1641, 157, 1682]
- column-3: [321, 41, 479, 2168]
- article-paragraph: The following applications for exchange of leases were made and approved:—Mr M'Corkindale, sections 47 and 48, block 5, Waitahuna East; Mr Alex Jolie, section 20, 66; and Mr Wm. Cosier, sections 57, 58, and 59, 66.: [12, 1786, 157, 1848]
- columns-container: [6, 41, 1108, 2331]
- column-rule: [30, 197, 139, 198]
